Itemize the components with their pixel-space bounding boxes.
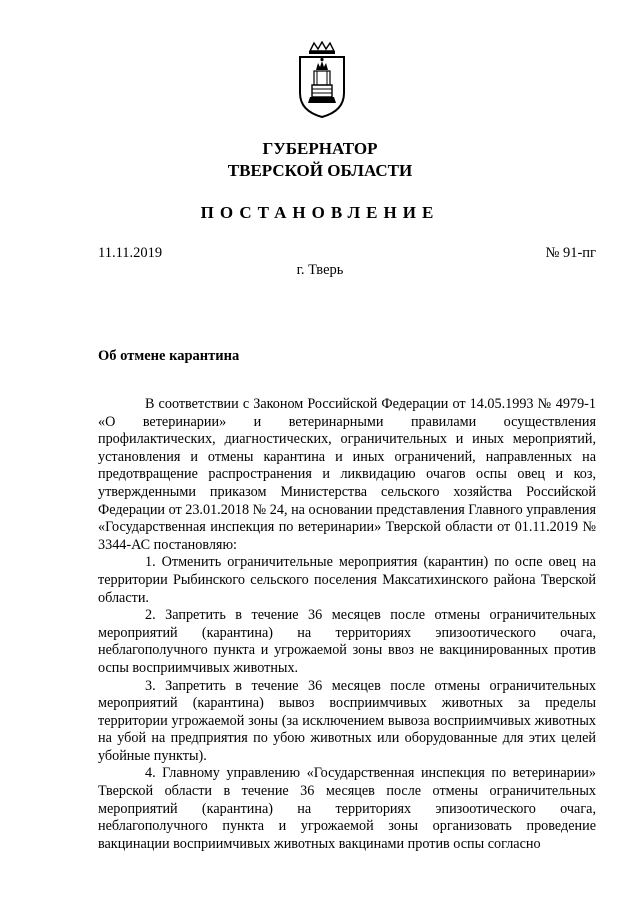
document-type: ПОСТАНОВЛЕНИЕ: [200, 203, 440, 222]
tver-coat-of-arms-icon: [296, 41, 348, 119]
document-subject: Об отмене карантина: [98, 348, 240, 364]
clause-2-paragraph: 2. Запретить в течение 36 месяцев после отмены ограничительных мероприятий (карантина) на территориях эпизоотического очага, неблагополучного пункта и угрожаемой зоны ввоз не вакцинированных против оспы восприимчивых животных.: [98, 607, 596, 676]
document-body: [98, 396, 596, 853]
document-date: 11.11.2019: [98, 245, 163, 261]
preamble-paragraph: В соответствии с Законом Российской Федерации от 14.05.1993 № 4979-1 «О ветеринарии» и ветеринарными правилами осуществления профилактических, диагностических, ограничительных и иных мероприятий, установления и отмены карантина и иных ограничений, направленных на предотвращение распространения и ликвидацию очагов оспы овец и коз, утвержденными приказом Министерства сельского хозяйства Российской Федерации от 23.01.2018 № 24, на основании представления Главного управления «Государственная инспекция по ветеринарии» Тверской области от 01.11.2019 № 3344-АС постановляю:: [98, 396, 596, 553]
document-number: № 91-пг: [545, 245, 596, 261]
organization-title: ГУБЕРНАТОР: [262, 139, 378, 158]
organization-region: ТВЕРСКОЙ ОБЛАСТИ: [227, 161, 413, 180]
clause-1-paragraph: 1. Отменить ограничительные мероприятия (карантин) по оспе овец на территории Рыбинского сельского поселения Максатихинского района Тверской области.: [98, 554, 596, 606]
clause-3-paragraph: 3. Запретить в течение 36 месяцев после отмены ограничительных мероприятий (карантина) вывоз восприимчивых животных за пределы территории угрожаемой зоны (за исключением вывоза восприимчивых животных на убой на предприятия по убою животных или оборудованные для этих целей убойные пункты).: [98, 677, 596, 764]
clause-4-paragraph: 4. Главному управлению «Государственная инспекция по ветеринарии» Тверской области в течение 36 месяцев после отмены ограничительных мероприятий (карантина) на территориях эпизоотического очага, неблагополучного пункта и угрожаемой зоны организовать проведение вакцинации восприимчивых животных вакцинами против оспы согласно: [98, 765, 596, 852]
document-city: г. Тверь: [296, 262, 344, 278]
